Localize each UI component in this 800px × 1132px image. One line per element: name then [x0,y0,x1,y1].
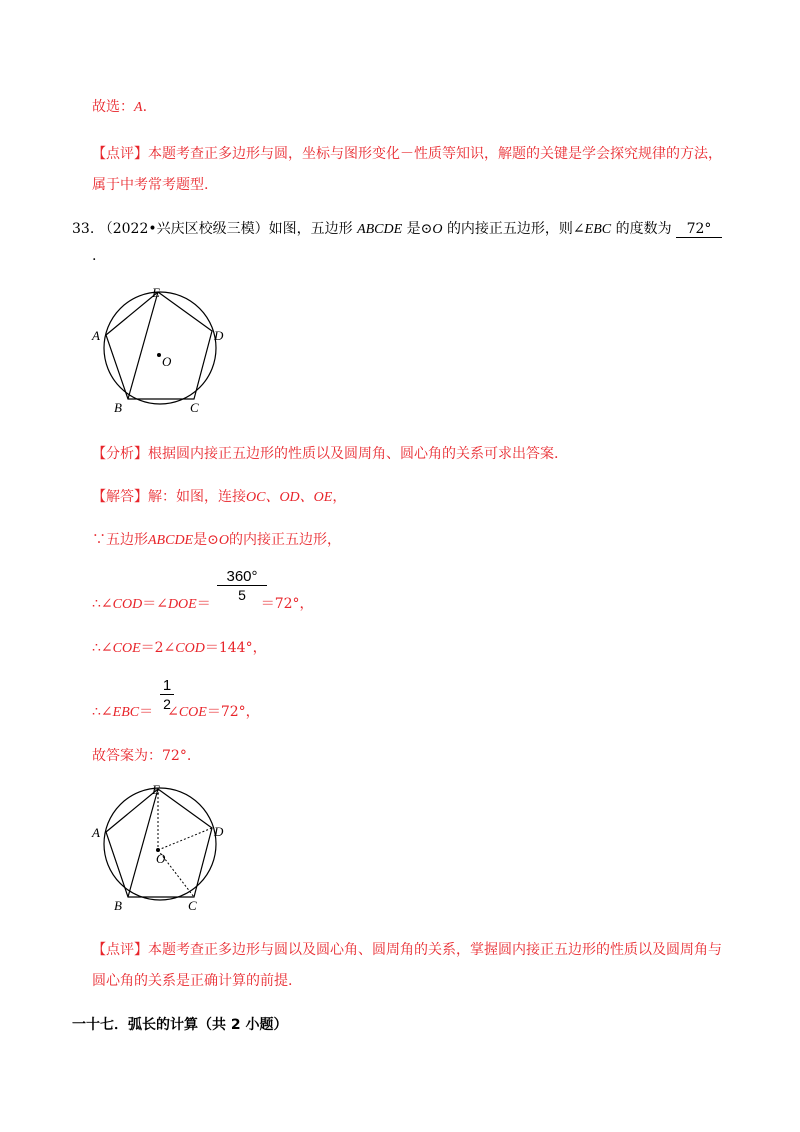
segment-eb-2 [128,789,158,897]
pentagon-shape-2 [106,789,212,897]
pentagon-solution-figure [86,780,236,914]
label-e-2: E [152,782,160,797]
fraction-360-over-5: $\frac{360^\circ}{5}$ [217,568,267,604]
label-c-2: C [188,898,197,913]
pentagon-figure [86,282,236,416]
center-point [157,353,161,357]
pentagon-shape [106,292,212,399]
section-heading: 一十七．弧长的计算（共 2 小题） [72,1017,288,1033]
label-d-2: D [214,824,224,839]
segment-eb [128,292,158,399]
comment-line2: 圆心角的关系是正确计算的前提. [92,973,293,989]
solution-line1: 【解答】解：如图，连接OC、OD、OE， [92,489,347,505]
comment-tag: 【点评】 [92,146,148,162]
label-c: C [190,400,199,415]
comment-tag-2: 【点评】 [92,942,148,958]
comment-line1: 【点评】本题考查正多边形与圆以及圆心角、圆周角的关系，掌握圆内接正五边形的性质以及圆周角与 [92,942,722,958]
analysis-tag: 【分析】 [92,446,148,462]
label-a-2: A [92,825,100,840]
question-source: （2022•兴庆区校级三模） [98,221,269,237]
solution-line4: ∴∠COE＝2∠COD＝144°， [92,640,267,656]
analysis: 【分析】根据圆内接正五边形的性质以及圆周角、圆心角的关系可求出答案. [92,446,559,462]
prev-answer: 故选：A. [92,99,148,115]
label-d: D [214,328,224,343]
solution-line3: ∴∠COD＝∠DOE＝ ＝72°， [92,596,314,612]
final-answer: 故答案为：72°. [92,748,192,764]
question-period: . [92,248,97,264]
solution-tag: 【解答】 [92,489,148,505]
label-o-2: O [156,851,166,866]
circumscribed-circle [104,292,216,404]
label-a: A [92,328,100,343]
solution-line5: ∴∠EBC＝ ∠COE＝72°， [92,704,260,720]
fraction-1-over-2: $\frac{1}{2}$ [160,677,174,713]
prev-comment-line1: 【点评】本题考查正多边形与圆，坐标与图形变化－性质等知识，解题的关键是学会探究规律的方法， [92,146,722,162]
answer-blank: 72° [676,221,722,238]
question-number: 33. [72,221,95,237]
question-33: 33. （2022•兴庆区校级三模）如图，五边形 ABCDE 是⊙O 的内接正五边形，则∠EBC 的度数为 72° [72,218,722,238]
segment-od [158,828,212,850]
circumscribed-circle-2 [104,788,216,900]
label-b-2: B [114,898,122,913]
label-b: B [114,400,122,415]
label-e: E [152,285,160,300]
solution-line2: ∵五边形ABCDE是⊙O的内接正五边形， [92,532,341,548]
prev-comment-line2: 属于中考常考题型. [92,177,209,193]
label-o: O [162,354,172,369]
